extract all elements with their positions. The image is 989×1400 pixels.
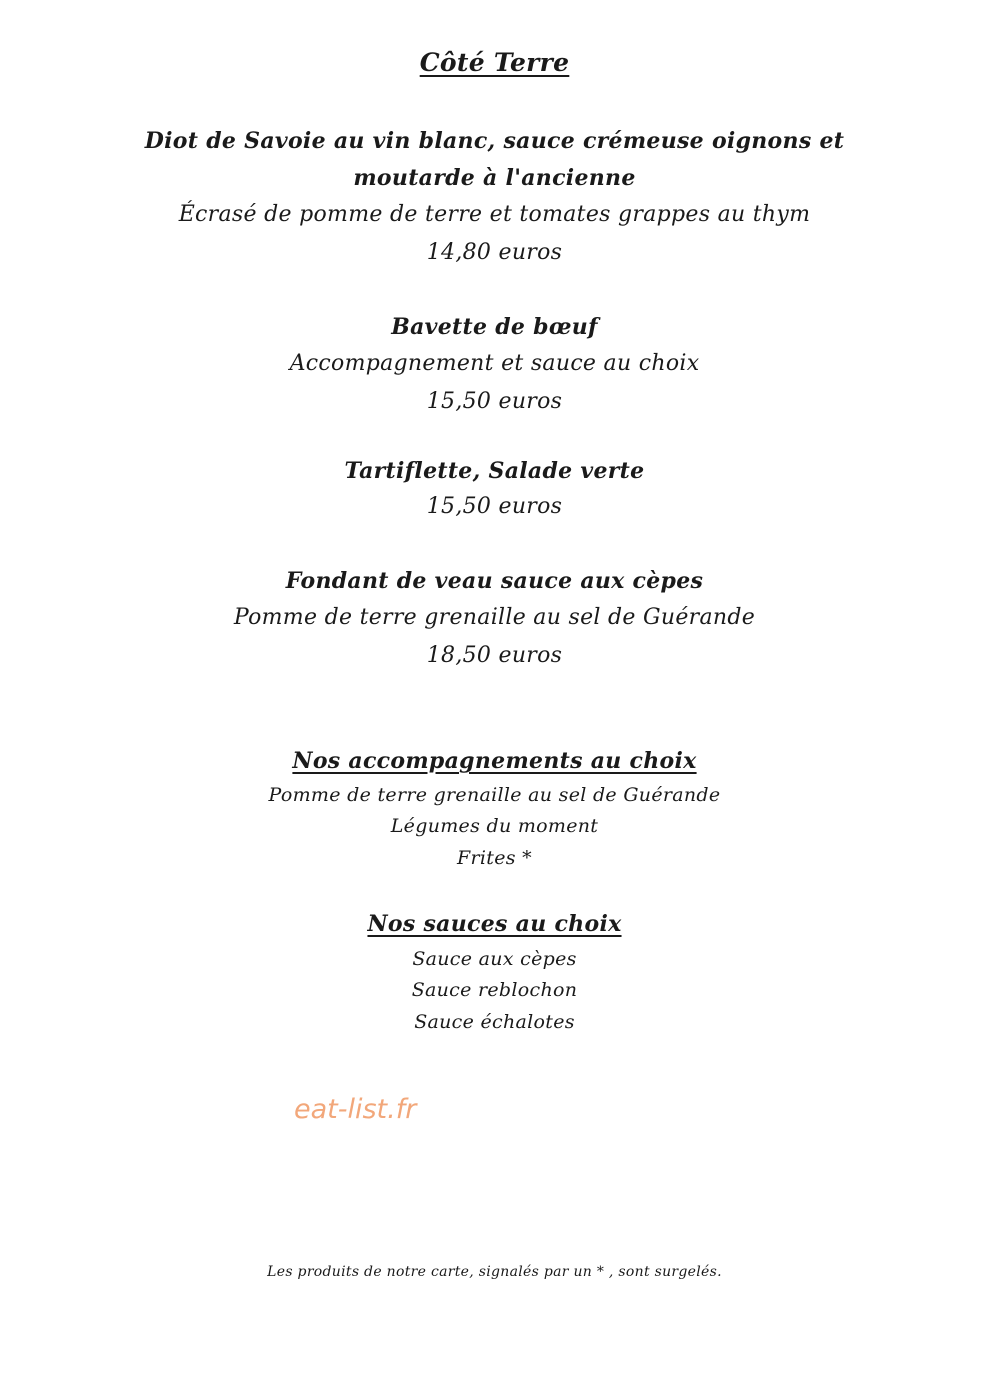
- dish-1-price: 14,80 euros: [426, 240, 563, 265]
- sauce-item: Sauce reblochon: [411, 979, 578, 1001]
- dish-3-price: 15,50 euros: [426, 494, 563, 519]
- sides-heading: Nos accompagnements au choix: [292, 748, 697, 774]
- dish-2-name: Bavette de bœuf: [391, 314, 598, 340]
- dish-4-name: Fondant de veau sauce aux cèpes: [285, 568, 704, 594]
- sauces-heading: Nos sauces au choix: [367, 911, 622, 937]
- sauce-item: Sauce aux cèpes: [412, 948, 577, 970]
- watermark-text: eat-list.fr: [294, 1094, 417, 1125]
- frozen-products-footnote: Les produits de notre carte, signalés par un * , sont surgelés.: [267, 1264, 722, 1280]
- dish-3-name: Tartiflette, Salade verte: [344, 458, 645, 484]
- page-title: Côté Terre: [419, 48, 570, 77]
- dish-1-description: Écrasé de pomme de terre et tomates grappes au thym: [178, 202, 811, 227]
- dish-1-name-line-2: moutarde à l'ancienne: [353, 165, 636, 191]
- dish-4-price: 18,50 euros: [426, 643, 563, 668]
- dish-4-description: Pomme de terre grenaille au sel de Guérande: [233, 605, 756, 630]
- dish-2-description: Accompagnement et sauce au choix: [289, 351, 700, 376]
- side-item: Pomme de terre grenaille au sel de Guérande: [268, 784, 721, 806]
- dish-1-name-line-1: Diot de Savoie au vin blanc, sauce crémeuse oignons et: [144, 128, 845, 154]
- dish-2-price: 15,50 euros: [426, 389, 563, 414]
- side-item: Frites *: [457, 847, 532, 869]
- side-item: Légumes du moment: [390, 815, 599, 837]
- sauce-item: Sauce échalotes: [414, 1011, 575, 1033]
